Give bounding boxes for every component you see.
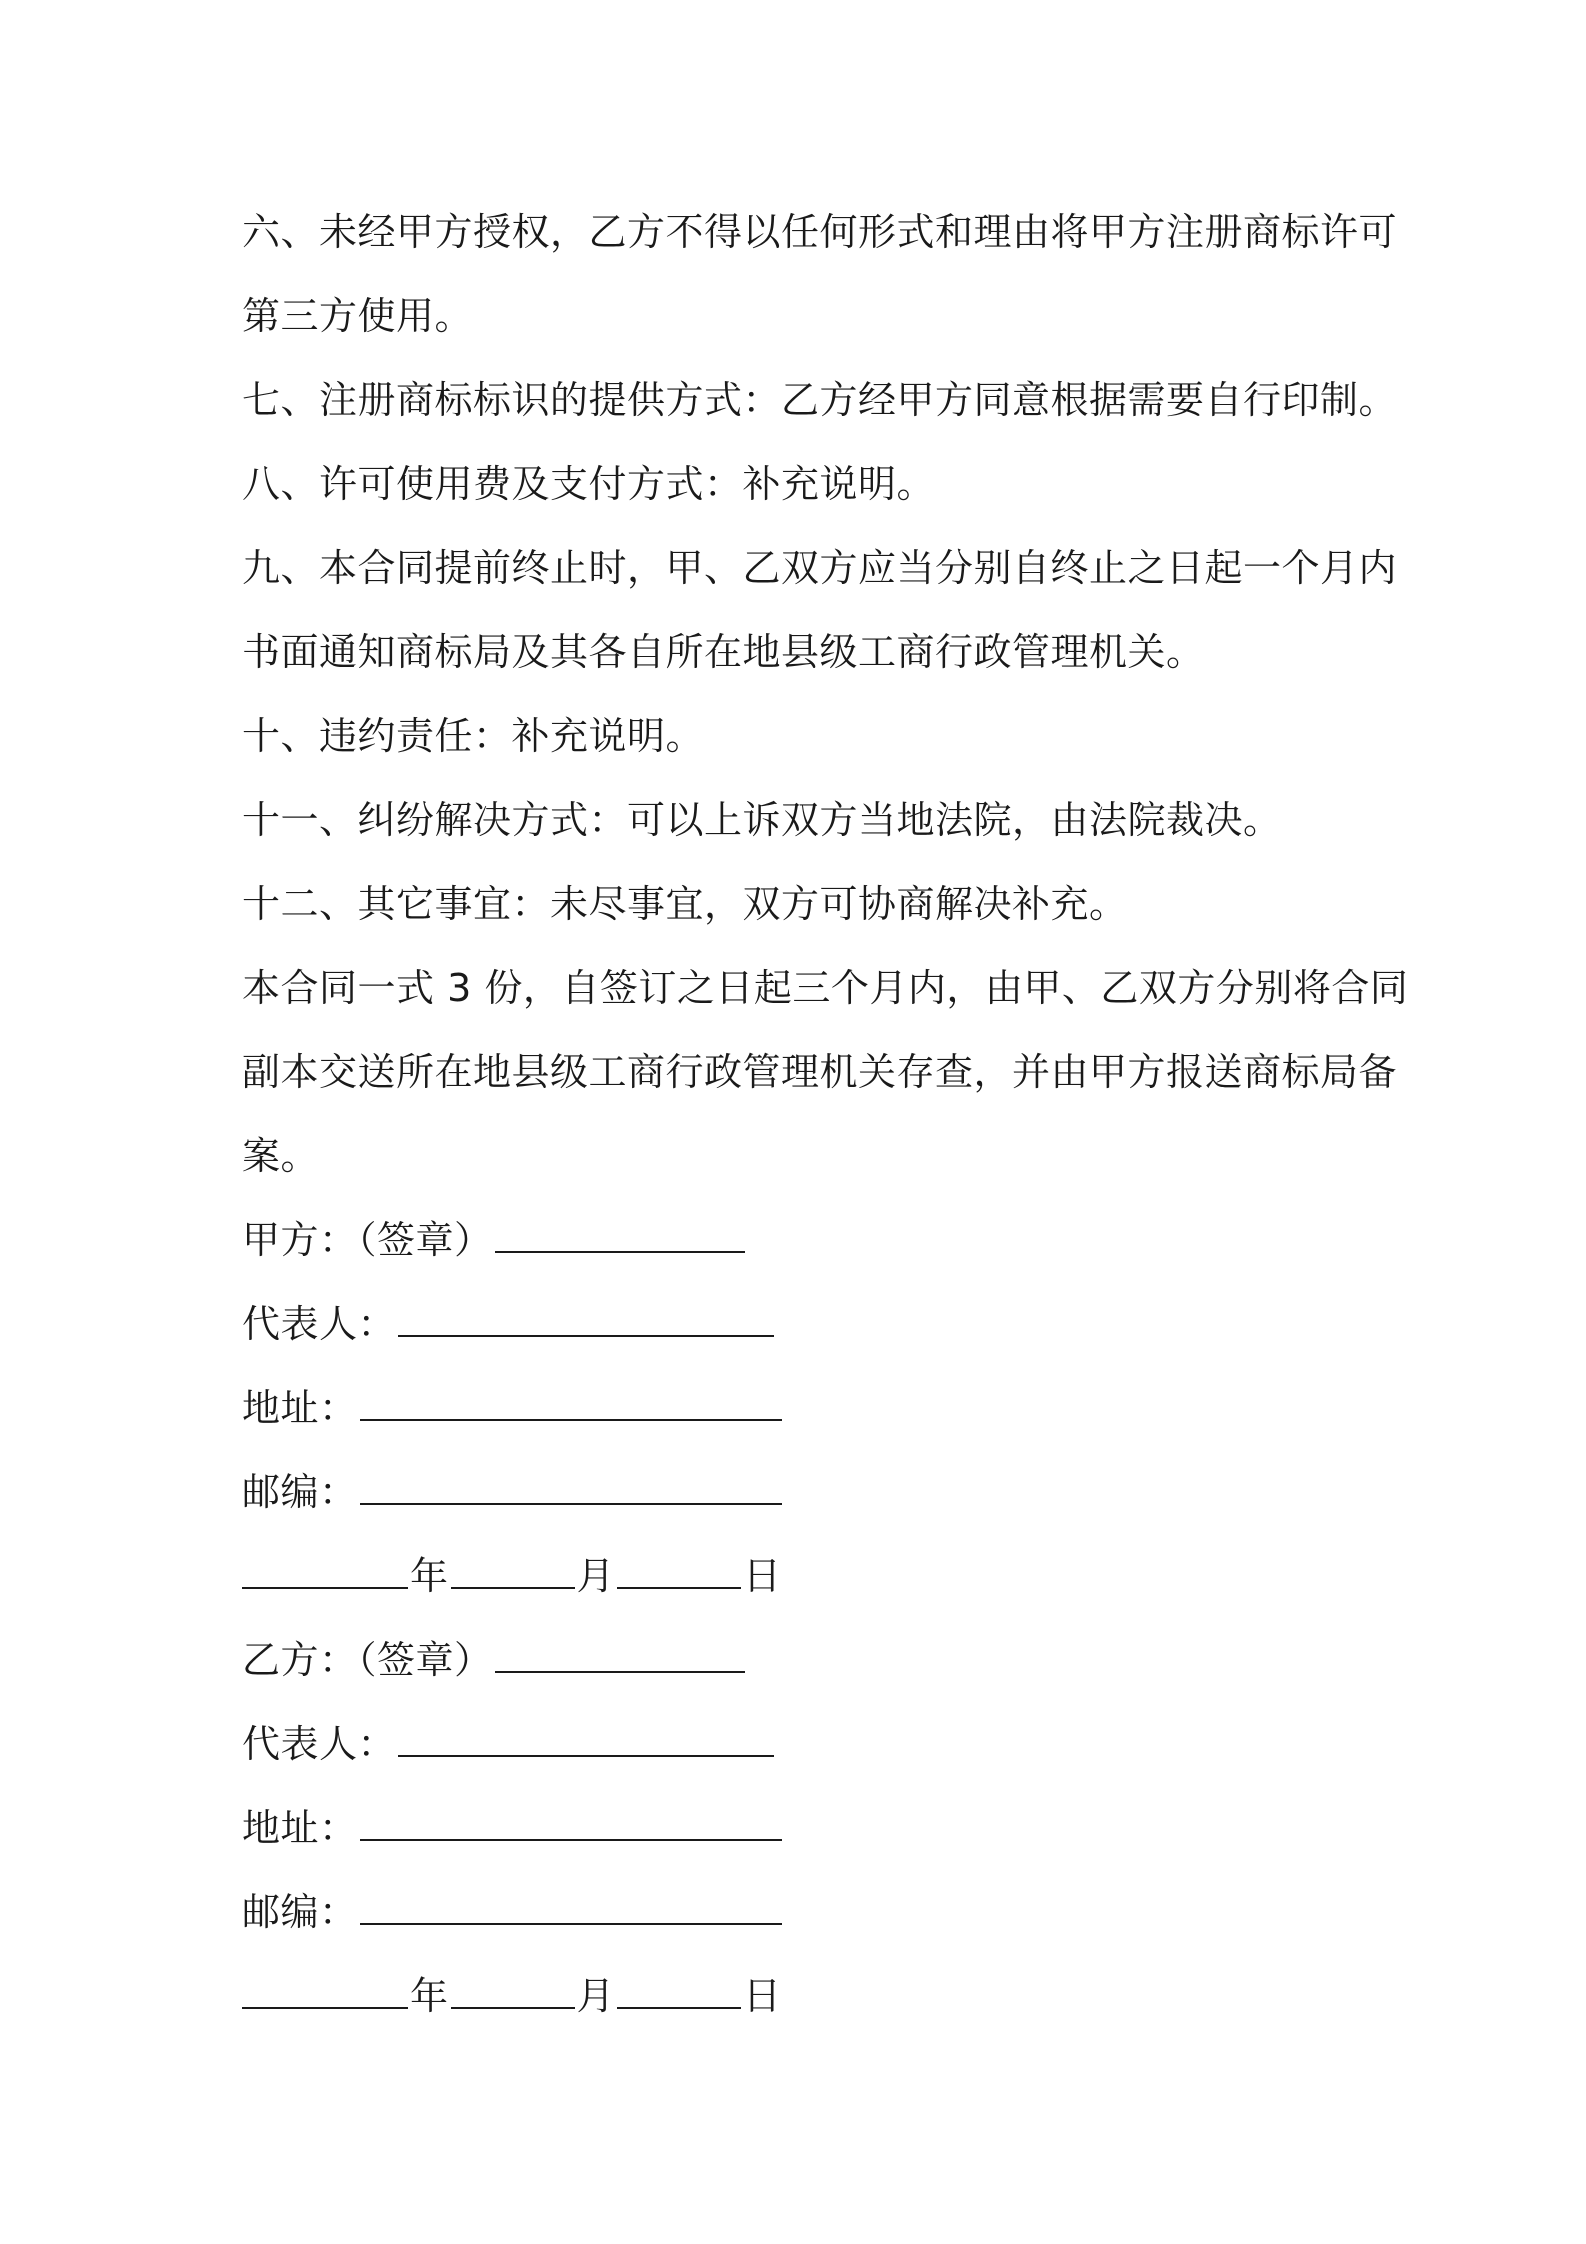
party-b-sign-blank[interactable] [495,1641,745,1673]
party-b-year-blank[interactable] [242,1977,408,2009]
party-a-month-blank[interactable] [451,1557,575,1589]
party-b-date-row [242,1954,1362,2038]
party-a-year-label: 年 [410,1554,449,1598]
party-a-month-label: 月 [576,1554,616,1598]
clause-ten: 十、违约责任：补充说明。 [242,714,705,758]
clause-six-line-2: 第三方使用。 [242,294,474,338]
party-b-sign-row [242,1618,1362,1702]
party-b-address-blank[interactable] [360,1809,782,1841]
party-b-address-row [242,1786,1362,1870]
party-b-rep-label: 代表人： [242,1722,397,1766]
party-a-rep-blank[interactable] [398,1305,774,1337]
party-a-day-blank[interactable] [617,1557,741,1589]
party-b-day-label: 日 [743,1974,782,2018]
party-a-sign-label: 甲方：（签章） [242,1218,493,1262]
party-a-rep-label: 代表人： [242,1302,397,1346]
party-a-address-blank[interactable] [360,1389,782,1421]
filing-line-3: 案。 [242,1134,320,1178]
filing-line-2: 副本交送所在地县级工商行政管理机关存查，并由甲方报送商标局备 [242,1050,1398,1094]
party-b-month-label: 月 [576,1974,616,2018]
party-a-day-label: 日 [743,1554,782,1598]
filing-line-1: 本合同一式 3 份，自签订之日起三个月内，由甲、乙双方分别将合同 [242,966,1409,1010]
contract-body [242,190,1409,2038]
clause-seven: 七、注册商标标识的提供方式：乙方经甲方同意根据需要自行印制。 [242,378,1398,422]
party-a-sign-row [242,1198,1362,1282]
party-b-rep-blank[interactable] [398,1725,774,1757]
party-b-sign-label: 乙方：（签章） [242,1638,493,1682]
clause-nine-line-1: 九、本合同提前终止时，甲、乙双方应当分别自终止之日起一个月内 [242,546,1398,590]
party-a-postcode-label: 邮编： [242,1470,358,1514]
clause-eleven: 十一、纠纷解决方式：可以上诉双方当地法院，由法院裁决。 [242,798,1282,842]
party-a-address-label: 地址： [242,1386,358,1430]
clause-eight: 八、许可使用费及支付方式：补充说明。 [242,462,936,506]
party-b-postcode-row [242,1870,1362,1954]
party-b-address-label: 地址： [242,1806,358,1850]
party-b-rep-row [242,1702,1362,1786]
party-b-month-blank[interactable] [451,1977,575,2009]
party-a-postcode-row [242,1450,1362,1534]
party-a-sign-blank[interactable] [495,1221,745,1253]
party-a-date-row [242,1534,1362,1618]
party-b-postcode-label: 邮编： [242,1890,358,1934]
party-b-day-blank[interactable] [617,1977,741,2009]
clause-six-line-1: 六、未经甲方授权，乙方不得以任何形式和理由将甲方注册商标许可 [242,210,1398,254]
clause-twelve: 十二、其它事宜：未尽事宜，双方可协商解决补充。 [242,882,1128,926]
party-a-year-blank[interactable] [242,1557,408,1589]
clause-nine-line-2: 书面通知商标局及其各自所在地县级工商行政管理机关。 [242,630,1205,674]
party-b-postcode-blank[interactable] [360,1893,782,1925]
party-a-address-row [242,1366,1362,1450]
party-b-year-label: 年 [410,1974,449,2018]
party-a-postcode-blank[interactable] [360,1473,782,1505]
party-a-rep-row [242,1282,1362,1366]
